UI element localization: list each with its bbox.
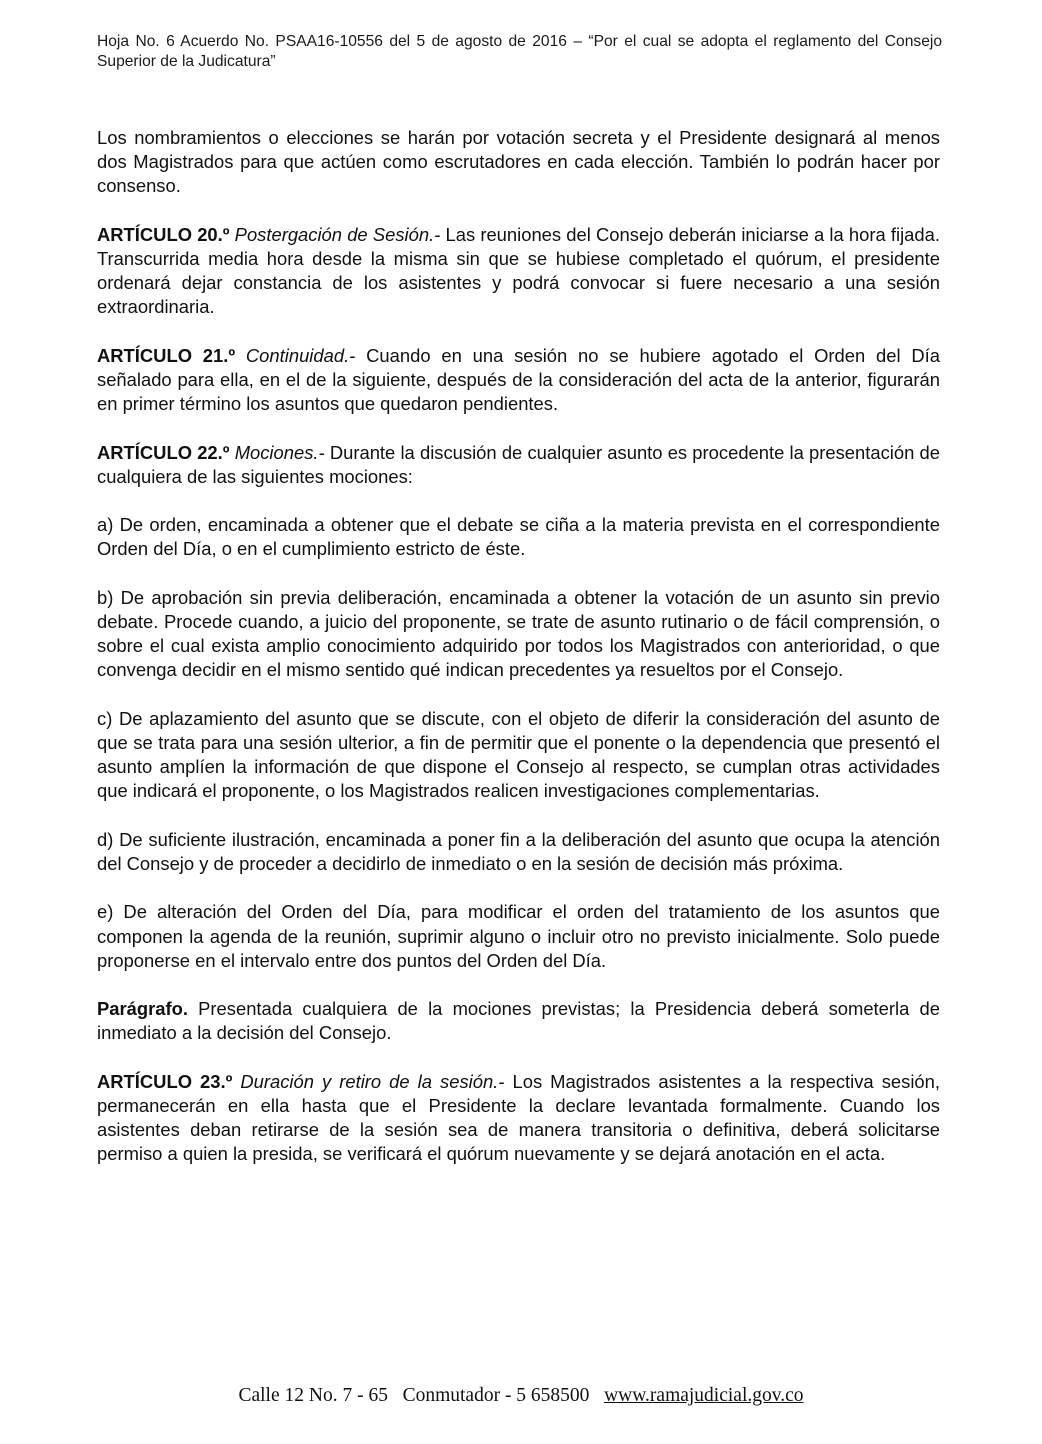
- article-23: [97, 1070, 940, 1167]
- header-text: Hoja No. 6 Acuerdo No. PSAA16-10556 del 5 de agosto de 2016 – “Por el cual se adopta el reglamento del Consejo Superior de la Judicatura”: [97, 33, 942, 70]
- document-body: [97, 126, 940, 1191]
- footer-phone: Conmutador - 5 658500: [402, 1385, 590, 1406]
- page-footer: [0, 1385, 1042, 1407]
- paragrafo-text: Presentada cualquiera de la mociones previstas; la Presidencia deberá someterla de inmediato a la decisión del Consejo.: [97, 998, 940, 1044]
- page-header: [97, 32, 942, 72]
- article-23-text: Los Magistrados asistentes a la respectiva sesión, permanecerán en ella hasta que el Presidente la declare levantada formalmente. Cuando los asistentes deban retirarse de la sesión sea de manera transitoria o definitiva, deberá solicitarse permiso a quien la presida, se verificará el quórum nuevamente y se dejará anotación en el acta.: [97, 1070, 940, 1165]
- footer-website-link[interactable]: www.ramajudicial.gov.co: [604, 1385, 804, 1406]
- article-23-label: ARTÍCULO 23.º: [97, 1070, 233, 1092]
- article-22-label: ARTÍCULO 22.º: [97, 441, 230, 463]
- article-22-title: Mociones.-: [234, 441, 325, 463]
- paragrafo-label: Parágrafo.: [97, 998, 188, 1020]
- article-22: [97, 441, 940, 489]
- motion-item-d: d) De suficiente ilustración, encaminada a poner fin a la deliberación del asunto que ocupa la atención del Consejo y de proceder a decidirlo de inmediato o en la sesión de decisión más próxima.: [97, 828, 940, 874]
- article-21-text: Cuando en una sesión no se hubiere agotado el Orden del Día señalado para ella, en el de la siguiente, después de la consideración del acta de la anterior, figurarán en primer término los asuntos que quedaron pendientes.: [97, 344, 940, 415]
- article-22-text: Durante la discusión de cualquier asunto es procedente la presentación de cualquiera de las siguientes mociones:: [97, 441, 940, 487]
- motion-item-e: e) De alteración del Orden del Día, para modificar el orden del tratamiento de los asuntos que componen la agenda de la reunión, suprimir alguno o incluir otro no previsto inicialmente. Solo puede proponerse en el intervalo entre dos puntos del Orden del Día.: [97, 901, 940, 971]
- article-20-text: Las reuniones del Consejo deberán iniciarse a la hora fijada. Transcurrida media hora desde la misma sin que se hubiese completado el quórum, el presidente ordenará dejar constancia de los asistentes y podrá convocar si fuere necesario a una sesión extraordinaria.: [97, 223, 940, 318]
- article-21-label: ARTÍCULO 21.º: [97, 344, 236, 366]
- article-20-label: ARTÍCULO 20.º: [97, 223, 230, 245]
- article-20-title: Postergación de Sesión.-: [234, 223, 441, 245]
- motion-item-b: b) De aprobación sin previa deliberación, encaminada a obtener la votación de un asunto sin previo debate. Procede cuando, a juicio del proponente, se trate de asunto rutinario o de fácil comprensión, o sobre el cual exista amplio conocimiento adquirido por todos los Magistrados con anterioridad, o que convenga decidir en el mismo sentido qué indican precedentes ya resueltos por el Consejo.: [97, 586, 940, 681]
- article-20: [97, 223, 940, 320]
- footer-address: Calle 12 No. 7 - 65: [238, 1385, 388, 1406]
- motion-item-a: a) De orden, encaminada a obtener que el debate se ciña a la materia prevista en el correspondiente Orden del Día, o en el cumplimiento estricto de éste.: [97, 514, 940, 560]
- motion-item-c: c) De aplazamiento del asunto que se discute, con el objeto de diferir la consideración del asunto de que se trata para una sesión ulterior, a fin de permitir que el ponente o la dependencia que presentó el asunto amplíen la información de que dispone el Consejo al respecto, se cumplan otras actividades que indicará el proponente, o los Magistrados realicen investigaciones complementarias.: [97, 707, 940, 802]
- article-21-title: Continuidad.-: [245, 344, 356, 366]
- paragrafo: [97, 997, 940, 1045]
- article-23-title: Duración y retiro de la sesión.-: [240, 1070, 505, 1092]
- article-21: [97, 344, 940, 417]
- intro-paragraph: Los nombramientos o elecciones se harán por votación secreta y el Presidente designará al menos dos Magistrados para que actúen como escrutadores en cada elección. También lo podrán hacer por consenso.: [97, 127, 940, 197]
